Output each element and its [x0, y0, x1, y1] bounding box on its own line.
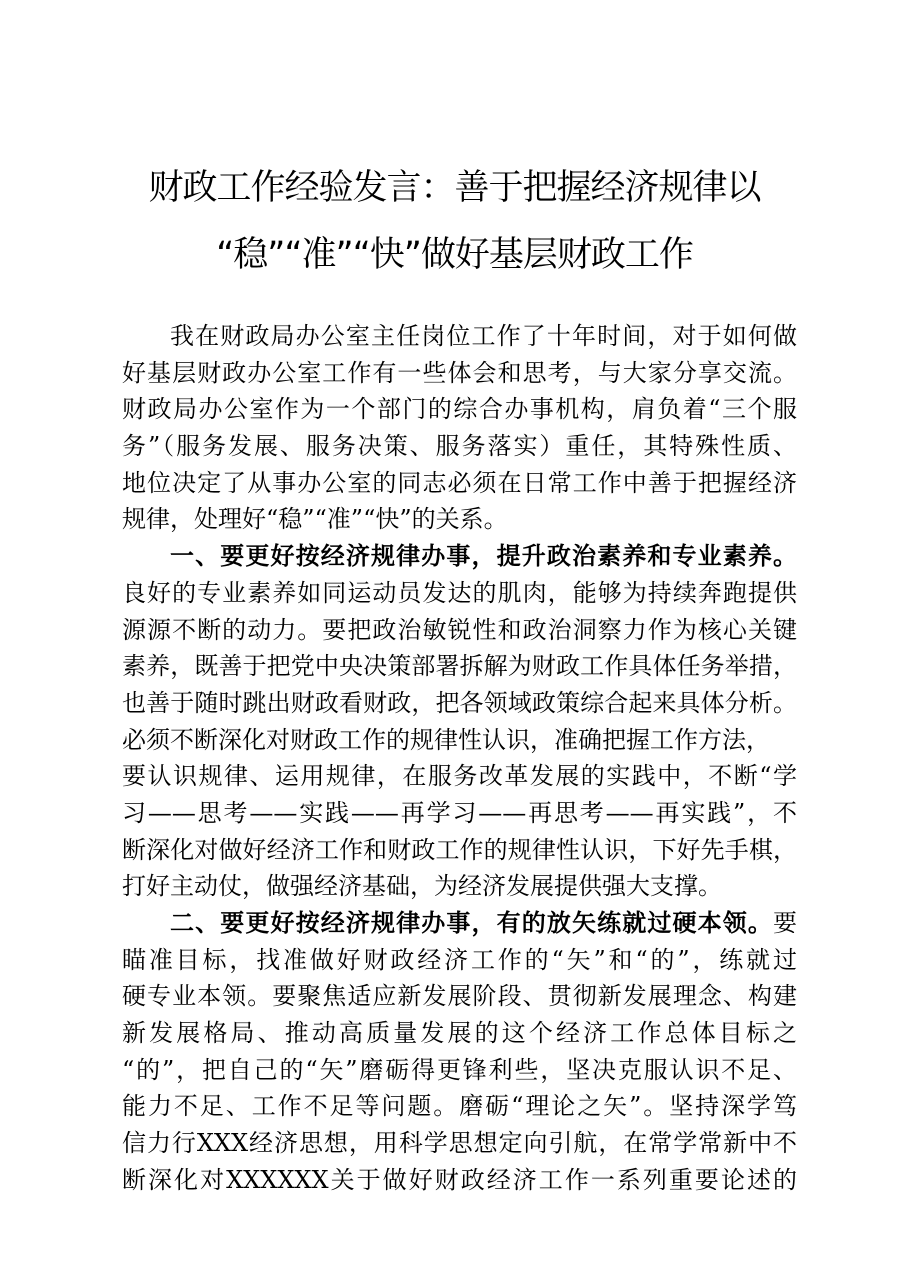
body-text-run: 新发展格局、推动高质量发展的这个经济工作总体目标之 [122, 1019, 797, 1048]
body-line [122, 795, 797, 832]
body-text-run: 瞄准目标，找准做好财政经济工作的“矢”和“的”，练就过 [122, 945, 797, 974]
body-line [122, 1088, 797, 1125]
body-text-run: 也善于随时跳出财政看财政，把各领域政策综合起来具体分析。 [122, 688, 797, 717]
body-line [122, 355, 797, 392]
document-body [122, 318, 797, 1199]
body-line [122, 501, 797, 538]
body-line [122, 1015, 797, 1052]
body-text-run: 我在财政局办公室主任岗位工作了十年时间，对于如何做 [170, 322, 797, 350]
body-line [122, 868, 797, 905]
body-text-run: 财政局办公室作为一个部门的综合办事机构，肩负着“三个服 [122, 395, 797, 424]
body-text-run: 打好主动仗，做强经济基础，为经济发展提供强大支撑。 [122, 872, 722, 901]
body-line [122, 1052, 797, 1089]
body-line [122, 832, 797, 869]
body-text-run: 要 [773, 909, 797, 937]
body-line [122, 978, 797, 1015]
body-text-run: 硬专业本领。要聚焦适应新发展阶段、贯彻新发展理念、构建 [122, 982, 797, 1011]
body-line [122, 685, 797, 722]
body-line [122, 538, 797, 575]
body-line [122, 758, 797, 795]
body-text-run: 务”（服务发展、服务决策、服务落实）重任，其特殊性质、 [122, 432, 797, 461]
body-text-run: 能力不足、工作不足等问题。磨砺“理论之矢”。坚持深学笃 [122, 1092, 797, 1121]
body-text-run: 要认识规律、运用规律，在服务改革发展的实践中，不断“学 [122, 762, 797, 791]
body-line [122, 428, 797, 465]
section-heading: 一、要更好按经济规律办事，提升政治素养和专业素养。 [170, 542, 797, 571]
section-heading: 二、要更好按经济规律办事，有的放矢练就过硬本领。 [170, 909, 773, 937]
body-line [122, 612, 797, 649]
body-text-run: 信力行XXX经济思想，用科学思想定向引航，在常学常新中不 [122, 1129, 797, 1158]
body-line [122, 1125, 797, 1162]
body-line [122, 905, 797, 942]
document-title-line-1: 财政工作经验发言：善于把握经济规律以 [148, 168, 761, 208]
body-line [122, 318, 797, 355]
body-text-run: 地位决定了从事办公室的同志必须在日常工作中善于把握经济 [122, 468, 797, 497]
body-line [122, 1162, 797, 1199]
body-text-run: 规律，处理好“稳”“准”“快”的关系。 [122, 505, 508, 534]
document-title-line-2: “稳”“准”“快”做好基层财政工作 [216, 235, 693, 275]
body-text-run: 必须不断深化对财政工作的规律性认识，准确把握工作方法， [122, 725, 770, 754]
body-line [122, 465, 797, 502]
body-text-run: 习——思考——实践——再学习——再思考——再实践”，不 [122, 798, 797, 827]
body-text-run: 断深化对XXXXXX关于做好财政经济工作一系列重要论述的 [122, 1165, 797, 1194]
body-text-run: 好基层财政办公室工作有一些体会和思考，与大家分享交流。 [122, 358, 797, 387]
body-line [122, 391, 797, 428]
body-line [122, 575, 797, 612]
body-text-run: “的”，把自己的“矢”磨砺得更锋利些，坚决克服认识不足、 [122, 1055, 797, 1084]
body-line [122, 942, 797, 979]
body-line [122, 722, 797, 759]
body-text-run: 素养，既善于把党中央决策部署拆解为财政工作具体任务举措， [122, 652, 797, 681]
body-text-run: 良好的专业素养如同运动员发达的肌肉，能够为持续奔跑提供 [122, 578, 797, 607]
body-text-run: 断深化对做好经济工作和财政工作的规律性认识，下好先手棋， [122, 835, 797, 864]
body-line [122, 648, 797, 685]
body-text-run: 源源不断的动力。要把政治敏锐性和政治洞察力作为核心关键 [122, 615, 797, 644]
